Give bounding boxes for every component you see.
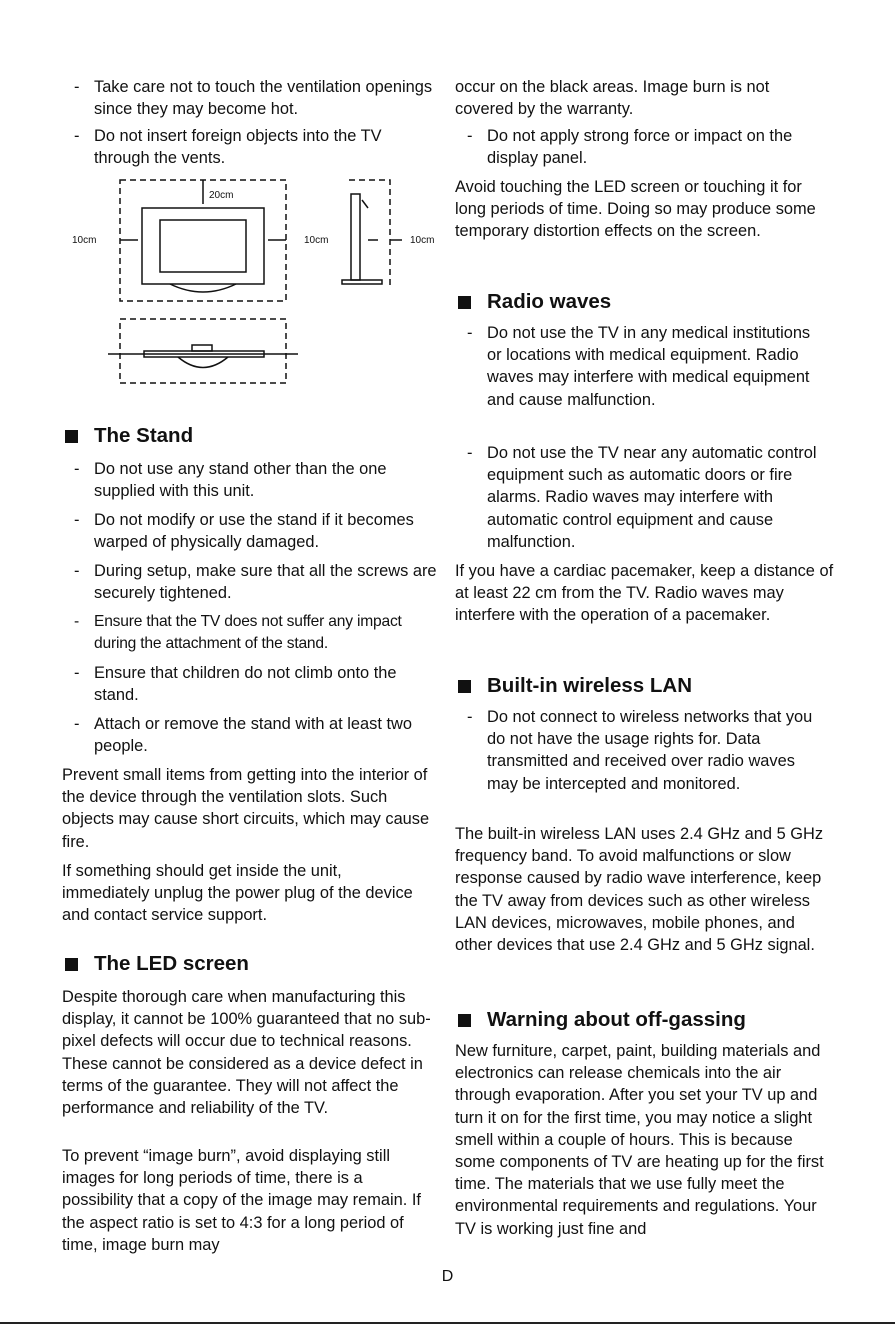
label-top-clearance: 20cm (209, 190, 234, 201)
list-item: - Do not apply strong force or impact on the display panel. (467, 127, 793, 168)
square-bullet-icon (458, 1014, 471, 1027)
list-item: - Attach or remove the stand with at least two people. (74, 715, 412, 756)
list-item: - Do not modify or use the stand if it becomes warped of physically damaged. (74, 511, 414, 552)
square-bullet-icon (65, 430, 78, 443)
list-item: - Do not insert foreign objects into the TV through the vents. (74, 127, 382, 168)
list-item: - Take care not to touch the ventilation openings since they may become hot. (74, 78, 433, 119)
square-bullet-icon (458, 296, 471, 309)
page-footer-letter: D (441, 1268, 454, 1285)
paragraph: occur on the black areas. Image burn is not covered by the warranty. (455, 78, 770, 119)
list-item: - Do not use the TV near any automatic control equipment such as automatic doors or fire alarms. Radio waves may interfere with automatic control equipment and cause malfunction. (467, 444, 817, 551)
ventilation-clearance-diagram (62, 172, 442, 392)
section-heading-stand: The Stand (62, 423, 193, 449)
paragraph: New furniture, carpet, paint, building materials and electronics can release chemicals into the air through evaporation. After you set your TV up and turn it on for the first time, you may notice a slight smell within a couple of hours. This is because some components of TV are heating up for the first time. The materials that we use fully meet the environmental requirements and regulations. Your TV is working just fine and (455, 1042, 824, 1238)
square-bullet-icon (65, 958, 78, 971)
section-heading-led-screen: The LED screen (62, 951, 249, 977)
list-item: - Ensure that the TV does not suffer any impact during the attachment of the stand. (74, 613, 402, 653)
paragraph: If something should get inside the unit, immediately unplug the power plug of the device and contact service support. (62, 862, 413, 925)
paragraph: Prevent small items from getting into the interior of the device through the ventilation slots. Such objects may cause short circuits, which may cause fire. (62, 766, 430, 851)
square-bullet-icon (458, 680, 471, 693)
paragraph: To prevent “image burn”, avoid displaying still images for long periods of time, there is a possibility that a copy of the image may remain. If the aspect ratio is set to 4:3 for a long period of time, image burn may (62, 1147, 421, 1254)
tv-side-icon (351, 194, 360, 280)
paragraph: The built-in wireless LAN uses 2.4 GHz and 5 GHz frequency band. To avoid malfunctions or slow response caused by radio wave interference, keep the TV away from devices such as other wireless LAN devices, microwaves, mobile phones, and other devices that use 2.4 GHz and 5 GHz signal. (455, 825, 824, 955)
list-item: - Ensure that children do not climb onto the stand. (74, 664, 397, 705)
list-item: - Do not use the TV in any medical institutions or locations with medical equipment. Radio waves may interfere with medical equipment and cause malfunction. (467, 324, 811, 409)
section-heading-off-gassing: Warning about off-gassing (455, 1007, 746, 1033)
paragraph: If you have a cardiac pacemaker, keep a distance of at least 22 cm from the TV. Radio waves may interfere with the operation of a pacemaker. (455, 562, 834, 625)
paragraph: Avoid touching the LED screen or touching it for long periods of time. Doing so may produce some temporary distortion effects on the screen. (455, 178, 816, 241)
label-left-clearance: 10cm (72, 235, 97, 246)
list-item: - Do not connect to wireless networks that you do not have the usage rights for. Data transmitted and received over radio waves may be intercepted and monitored. (467, 708, 813, 793)
list-item: - During setup, make sure that all the screws are securely tightened. (74, 562, 437, 603)
clearance-boundary-side (349, 180, 390, 287)
paragraph: Despite thorough care when manufacturing this display, it cannot be 100% guaranteed that no sub-pixel defects will occur due to technical reasons. These cannot be considered as a device defect in terms of the guarantee. They will not affect the performance and reliability of the TV. (62, 988, 431, 1118)
tv-stand-icon (170, 284, 236, 292)
label-back-clearance: 10cm (410, 235, 435, 246)
label-right-clearance: 10cm (304, 235, 329, 246)
section-heading-radio-waves: Radio waves (455, 289, 611, 315)
list-item: - Do not use any stand other than the one supplied with this unit. (74, 460, 387, 501)
section-heading-wireless-lan: Built-in wireless LAN (455, 673, 692, 699)
